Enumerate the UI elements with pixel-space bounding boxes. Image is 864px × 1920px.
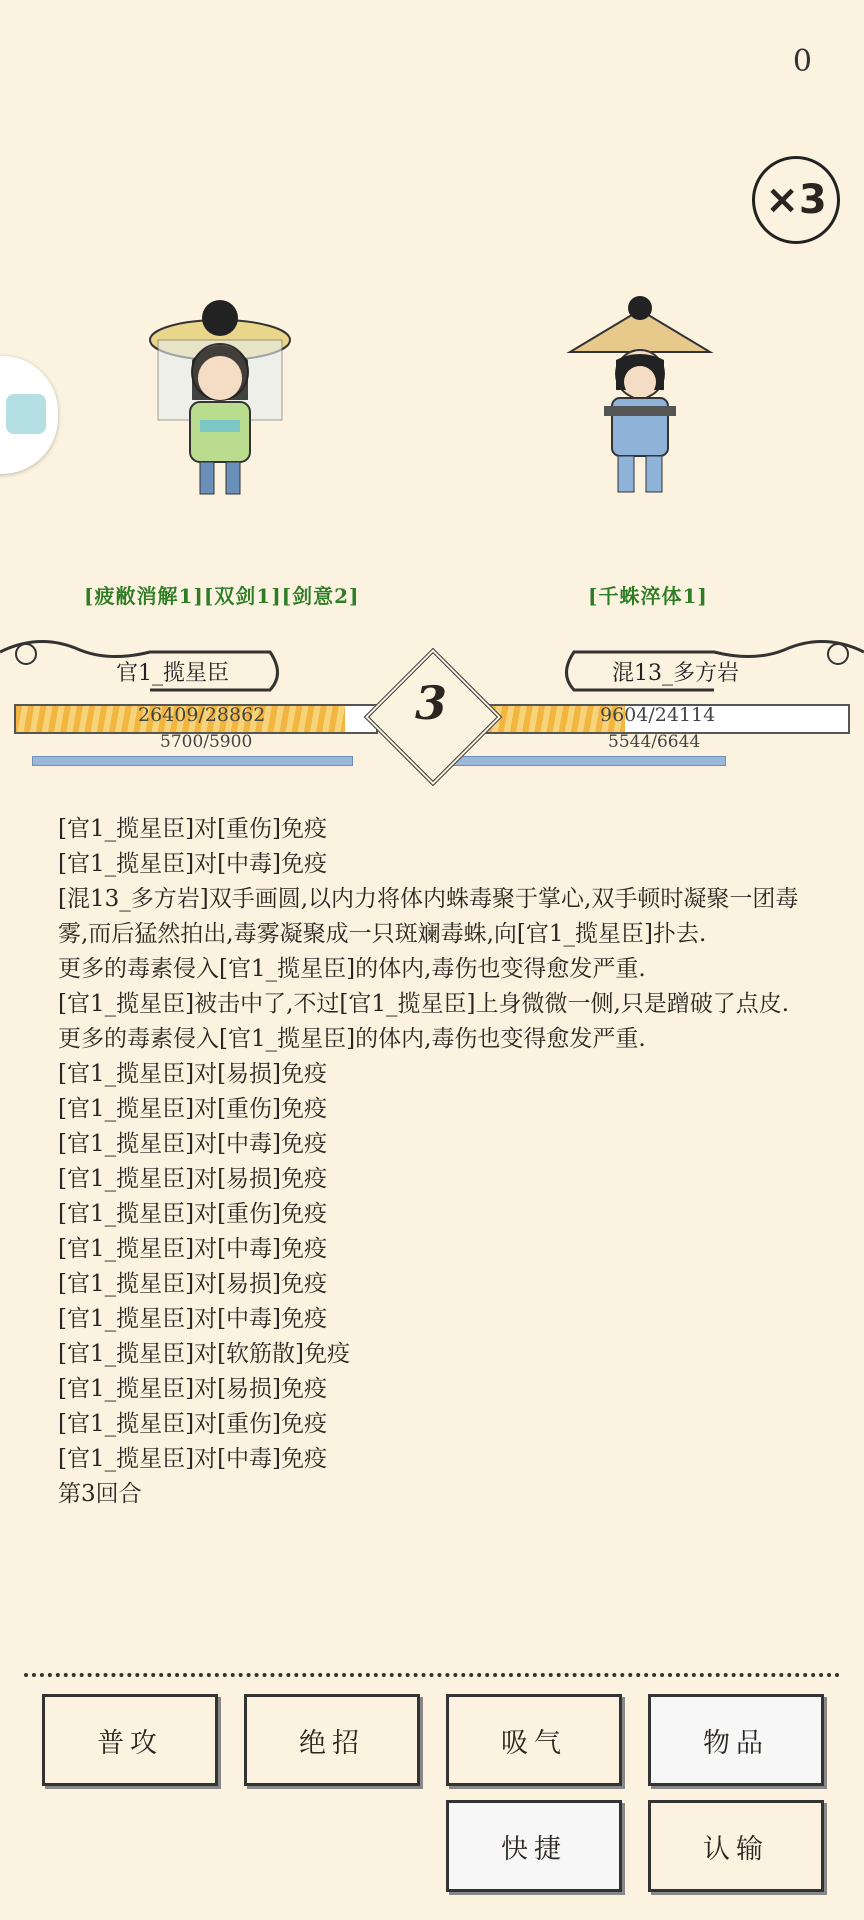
log-line: [官1_揽星臣]对[易损]免疫 <box>58 1376 328 1402</box>
speed-multiplier-button[interactable] <box>752 156 840 244</box>
log-line: [官1_揽星臣]对[重伤]免疫 <box>58 1201 328 1227</box>
battle-log <box>58 812 818 1512</box>
left-player-name: 官1_揽星臣 <box>116 661 229 686</box>
log-line: [官1_揽星臣]对[中毒]免疫 <box>58 1131 328 1157</box>
items-button[interactable]: 物品 <box>648 1694 824 1786</box>
player-character-left <box>140 290 300 510</box>
breathe-button[interactable]: 吸气 <box>446 1694 622 1786</box>
log-line: [官1_揽星臣]对[中毒]免疫 <box>58 1446 328 1472</box>
log-line: [官1_揽星臣]对[重伤]免疫 <box>58 1096 328 1122</box>
log-line: [官1_揽星臣]对[易损]免疫 <box>58 1061 328 1087</box>
log-line: [官1_揽星臣]对[软筋散]免疫 <box>58 1341 351 1367</box>
attack-button[interactable]: 普攻 <box>42 1694 218 1786</box>
log-line: [官1_揽星臣]对[重伤]免疫 <box>58 1411 328 1437</box>
right-hp-text: 9604/24114 <box>600 704 716 726</box>
log-line: 更多的毒素侵入[官1_揽星臣]的体内,毒伤也变得愈发严重. <box>58 1026 646 1052</box>
right-mp-text: 5544/6644 <box>608 732 701 752</box>
log-line: 第3回合 <box>58 1481 142 1507</box>
app-icon <box>6 394 46 434</box>
dotted-divider <box>24 1673 840 1677</box>
right-mp-bar <box>440 756 726 766</box>
log-line: [官1_揽星臣]被击中了,不过[官1_揽星臣]上身微微一侧,只是蹭破了点皮. <box>58 991 790 1017</box>
surrender-button[interactable]: 认输 <box>648 1800 824 1892</box>
log-line: [官1_揽星臣]对[中毒]免疫 <box>58 1306 328 1332</box>
left-mp-bar <box>32 756 353 766</box>
right-buff-list: [千蛛淬体1] <box>588 584 708 608</box>
log-line: [官1_揽星臣]对[易损]免疫 <box>58 1271 328 1297</box>
log-line: [混13_多方岩]双手画圆,以内力将体内蛛毒聚于掌心,双手顿时凝聚一团毒雾,而后猛然拍出,毒雾凝聚成一只斑斓毒蛛,向[官1_揽星臣]扑去. <box>58 886 799 947</box>
side-float-tab[interactable] <box>0 356 58 474</box>
left-hp-text: 26409/28862 <box>138 704 266 726</box>
log-line: [官1_揽星臣]对[中毒]免疫 <box>58 851 328 877</box>
left-buff-list: [疲敝消解1][双剑1][剑意2] <box>84 584 360 608</box>
log-line: [官1_揽星臣]对[易损]免疫 <box>58 1166 328 1192</box>
log-line: [官1_揽星臣]对[中毒]免疫 <box>58 1236 328 1262</box>
quick-button[interactable]: 快捷 <box>446 1800 622 1892</box>
enemy-character-right <box>560 290 720 510</box>
score-counter: 0 <box>792 44 812 79</box>
left-mp-text: 5700/5900 <box>160 732 253 752</box>
ultimate-button[interactable]: 绝招 <box>244 1694 420 1786</box>
speed-label: ×3 <box>765 177 827 223</box>
log-line: 更多的毒素侵入[官1_揽星臣]的体内,毒伤也变得愈发严重. <box>58 956 646 982</box>
log-line: [官1_揽星臣]对[重伤]免疫 <box>58 816 328 842</box>
round-number: 3 <box>414 676 447 730</box>
right-player-name: 混13_多方岩 <box>612 661 739 686</box>
